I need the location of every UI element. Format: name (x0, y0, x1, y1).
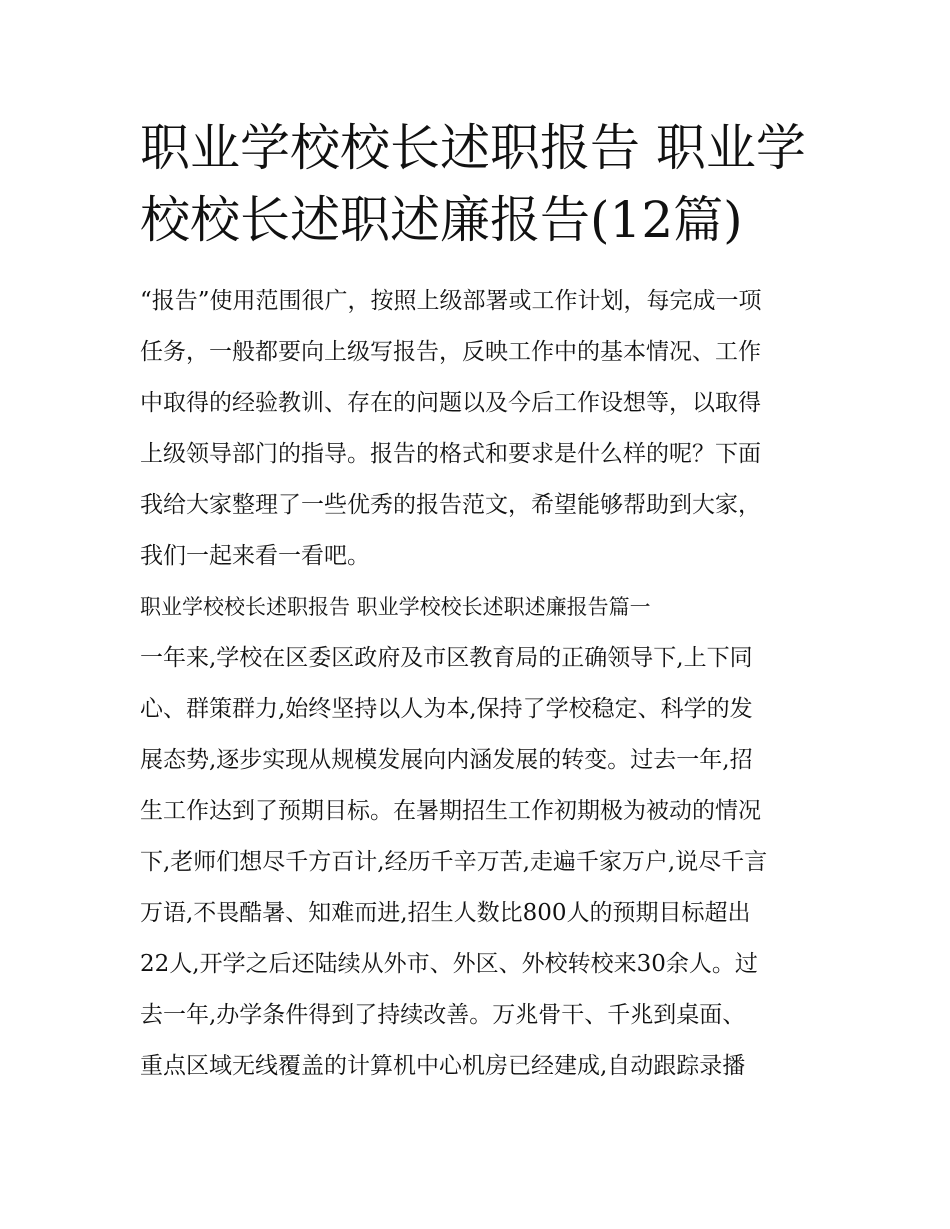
section-heading: 职业学校校长述职报告 职业学校校长述职述廉报告篇一 (140, 595, 651, 619)
section-line-3: 展态势,逐步实现从规模发展向内涵发展的转变。过去一年,招 (140, 747, 753, 773)
title-line-2: 校校长述职述廉报告(12篇) (140, 191, 743, 249)
section-line-7: 22人,开学之后还陆续从外市、外区、外校转校来30余人。过 (140, 951, 758, 977)
section-line-6: 万语,不畏酷暑、知难而进,招生人数比800人的预期目标超出 (140, 900, 751, 926)
section-line-9: 重点区域无线覆盖的计算机中心机房已经建成,自动跟踪录播 (140, 1053, 746, 1079)
section-line-4: 生工作达到了预期目标。在暑期招生工作初期极为被动的情况 (140, 798, 761, 824)
document-body (140, 276, 820, 1092)
section-line-1: 一年来,学校在区委区政府及市区教育局的正确领导下,上下同 (140, 645, 753, 671)
intro-line-3: 中取得的经验教训、存在的问题以及今后工作设想等，以取得 (140, 390, 761, 416)
intro-line-6: 我们一起来看一看吧。 (140, 543, 370, 569)
intro-line-5: 我给大家整理了一些优秀的报告范文，希望能够帮助到大家， (140, 492, 761, 518)
title-line-1: 职业学校校长述职报告 职业学 (140, 119, 806, 177)
document-title (140, 112, 820, 256)
section-line-8: 去一年,办学条件得到了持续改善。万兆骨干、千兆到桌面、 (140, 1002, 746, 1028)
section-line-5: 下,老师们想尽千方百计,经历千辛万苦,走遍千家万户,说尽千言 (140, 849, 768, 875)
intro-line-4: 上级领导部门的指导。报告的格式和要求是什么样的呢？下面 (140, 441, 761, 467)
intro-line-1: “报告”使用范围很广，按照上级部署或工作计划，每完成一项 (140, 288, 762, 314)
intro-line-2: 任务，一般都要向上级写报告，反映工作中的基本情况、工作 (140, 339, 761, 365)
section-line-2: 心、群策群力,始终坚持以人为本,保持了学校稳定、科学的发 (140, 696, 753, 722)
